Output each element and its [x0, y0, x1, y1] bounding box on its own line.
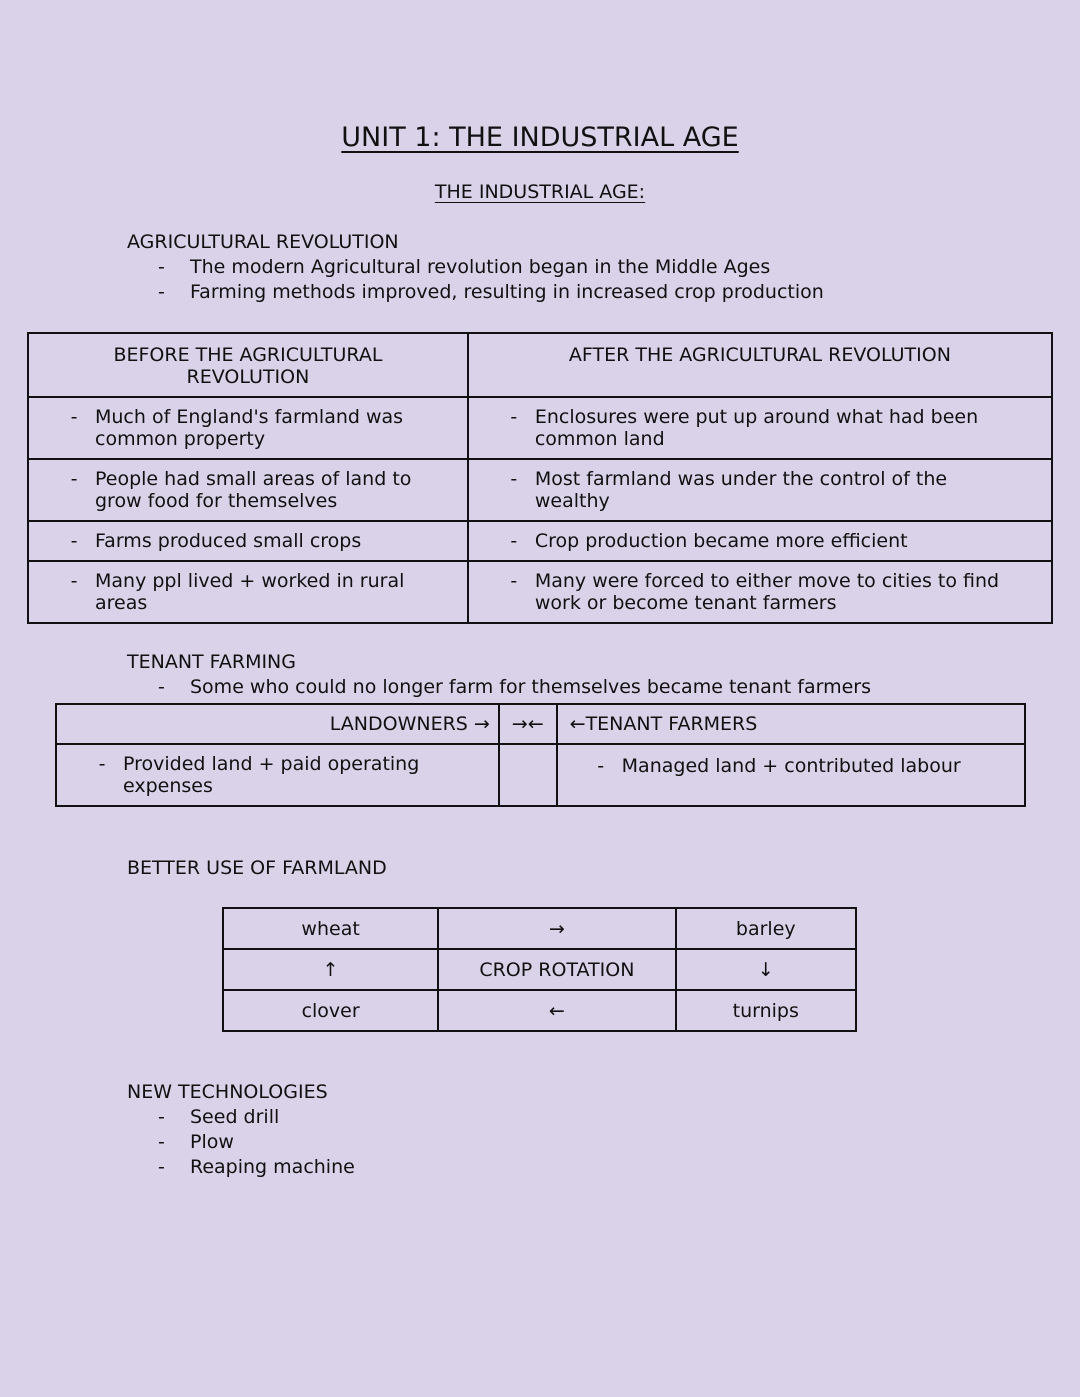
table-row: - People had small areas of land to grow food for themselves - Most farmland was under the control of the wealthy [28, 459, 1052, 521]
table-row: - Farms produced small crops - Crop production became more efficient [28, 521, 1052, 561]
arrow-left-icon: ← [438, 990, 675, 1031]
tech-item: - Seed drill [158, 1106, 280, 1128]
farmland-heading: BETTER USE OF FARMLAND [127, 857, 387, 879]
landowners-header: LANDOWNERS → [56, 704, 499, 744]
comparison-table [27, 332, 1053, 624]
page-title: UNIT 1: THE INDUSTRIAL AGE [341, 122, 739, 153]
table-row: - Much of England's farmland was common property - Enclosures were put up around what had been common land [28, 397, 1052, 459]
table-row [223, 908, 856, 949]
tenants-text: Managed land + contributed labour [621, 755, 961, 777]
crop-cell: turnips [676, 990, 856, 1031]
arrow-up-icon: ↑ [223, 949, 438, 990]
table-row [223, 949, 856, 990]
page-subtitle: THE INDUSTRIAL AGE: [434, 181, 646, 203]
agri-bullet: - The modern Agricultural revolution began in the Middle Ages [158, 256, 771, 278]
landowners-text: Provided land + paid operating expenses [123, 753, 420, 797]
tenant-heading: TENANT FARMING [127, 651, 296, 673]
tech-item: - Reaping machine [158, 1156, 355, 1178]
middle-header: →← [499, 704, 557, 744]
tech-item: - Plow [158, 1131, 234, 1153]
crop-rotation-label: CROP ROTATION [438, 949, 675, 990]
before-header: BEFORE THE AGRICULTURAL REVOLUTION [28, 333, 468, 397]
tenant-table: LANDOWNERS → →← ←TENANT FARMERS - Provided land + paid operating expenses - Managed land + contributed labour [55, 703, 1026, 807]
agri-heading: AGRICULTURAL REVOLUTION [127, 231, 399, 253]
crop-cell: barley [676, 908, 856, 949]
crop-rotation-table [222, 907, 857, 1032]
crop-cell: clover [223, 990, 438, 1031]
tenant-bullet: - Some who could no longer farm for themselves became tenant farmers [158, 676, 872, 698]
arrow-right-icon: → [438, 908, 675, 949]
tech-heading: NEW TECHNOLOGIES [127, 1081, 328, 1103]
agri-bullet: - Farming methods improved, resulting in increased crop production [158, 281, 824, 303]
crop-cell: wheat [223, 908, 438, 949]
table-row [223, 990, 856, 1031]
table-row: - Many ppl lived + worked in rural areas - Many were forced to either move to cities to find work or become tenant farmers [28, 561, 1052, 623]
arrow-down-icon: ↓ [676, 949, 856, 990]
after-header: AFTER THE AGRICULTURAL REVOLUTION [468, 333, 1052, 397]
tenants-header: ←TENANT FARMERS [557, 704, 1025, 744]
